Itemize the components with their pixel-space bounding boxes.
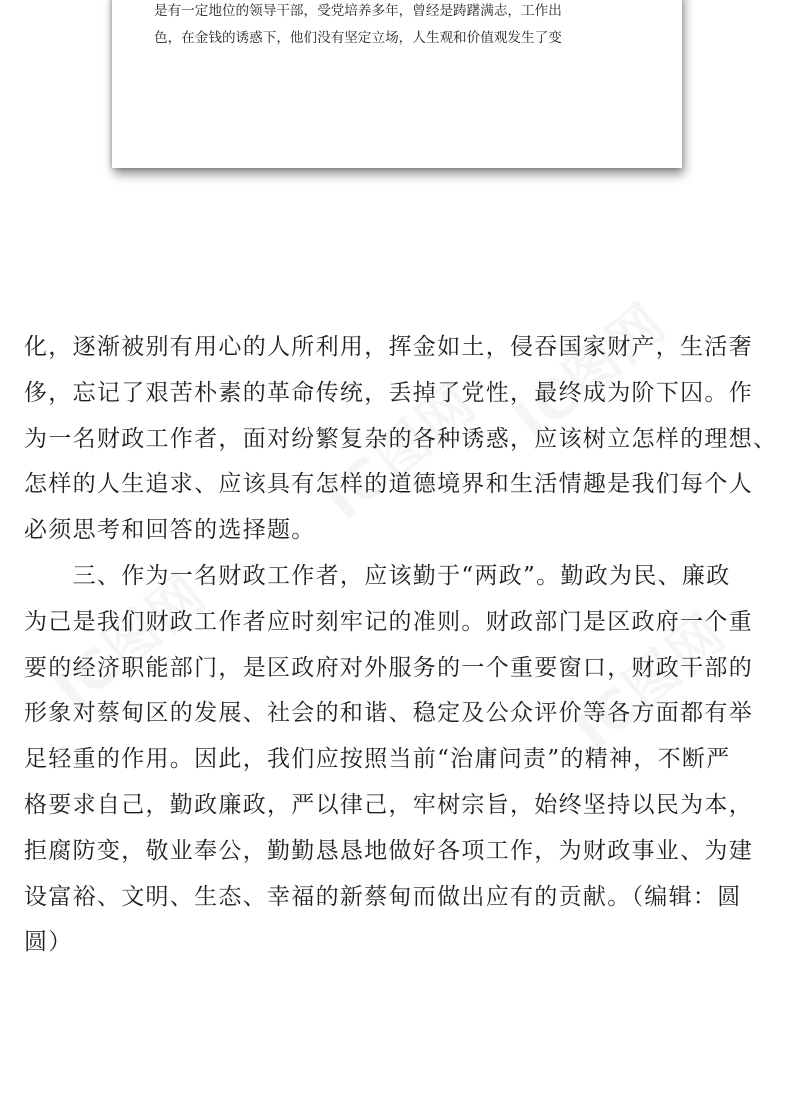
body-line: 要的经济职能部门，是区政府对外服务的一个重要窗口，财政干部的 — [24, 654, 753, 681]
body-line: 怎样的人生追求、应该具有怎样的道德境界和生活情趣是我们每个人 — [24, 471, 753, 498]
body-line: 侈，忘记了艰苦朴素的革命传统，丢掉了党性，最终成为阶下囚。作 — [24, 379, 753, 406]
excerpt-line: 色，在金钱的诱惑下，他们没有坚定立场，人生观和价值观发生了变 — [154, 30, 562, 46]
body-line: 为己是我们财政工作者应时刻牢记的准则。财政部门是区政府一个重 — [24, 608, 753, 635]
body-line: 格要求自己，勤政廉政，严以律己，牢树宗旨，始终坚持以民为本， — [24, 791, 753, 818]
watermark-logo: IC图网 — [42, 560, 218, 723]
body-line: 化，逐渐被别有用心的人所利用，挥金如土，侵吞国家财产，生活奢 — [24, 334, 753, 360]
body-line: 形象对蔡甸区的发展、社会的和谐、稳定及公众评价等各方面都有举 — [24, 700, 753, 727]
body-line: 足轻重的作用。因此，我们应按照当前“治庸问责”的精神，不断严 — [24, 746, 731, 773]
excerpt-paragraph — [154, 0, 654, 52]
watermark-logo: IC图网 — [562, 600, 738, 763]
body-line: 拒腐防变，敬业奉公，勤勤恳恳地做好各项工作，为财政事业、为建 — [24, 837, 753, 864]
watermark-logo: IC图网 — [502, 290, 678, 453]
body-line: 圆） — [24, 929, 73, 956]
body-line: 必须思考和回答的选择题。 — [24, 517, 316, 544]
excerpt-line: 是有一定地位的领导干部，受党培养多年，曾经是踌躇满志，工作出 — [154, 3, 562, 19]
body-line: 设富裕、文明、生态、幸福的新蔡甸而做出应有的贡献。（编辑：圆 — [24, 883, 742, 910]
excerpt-card — [112, 0, 682, 168]
watermark-logo: IC图网 — [312, 370, 488, 533]
article-body — [24, 325, 784, 966]
body-line: 三、作为一名财政工作者，应该勤于“两政”。勤政为民、廉政 — [24, 562, 731, 589]
body-line: 为一名财政工作者，面对纷繁复杂的各种诱惑，应该树立怎样的理想、 — [24, 425, 778, 452]
